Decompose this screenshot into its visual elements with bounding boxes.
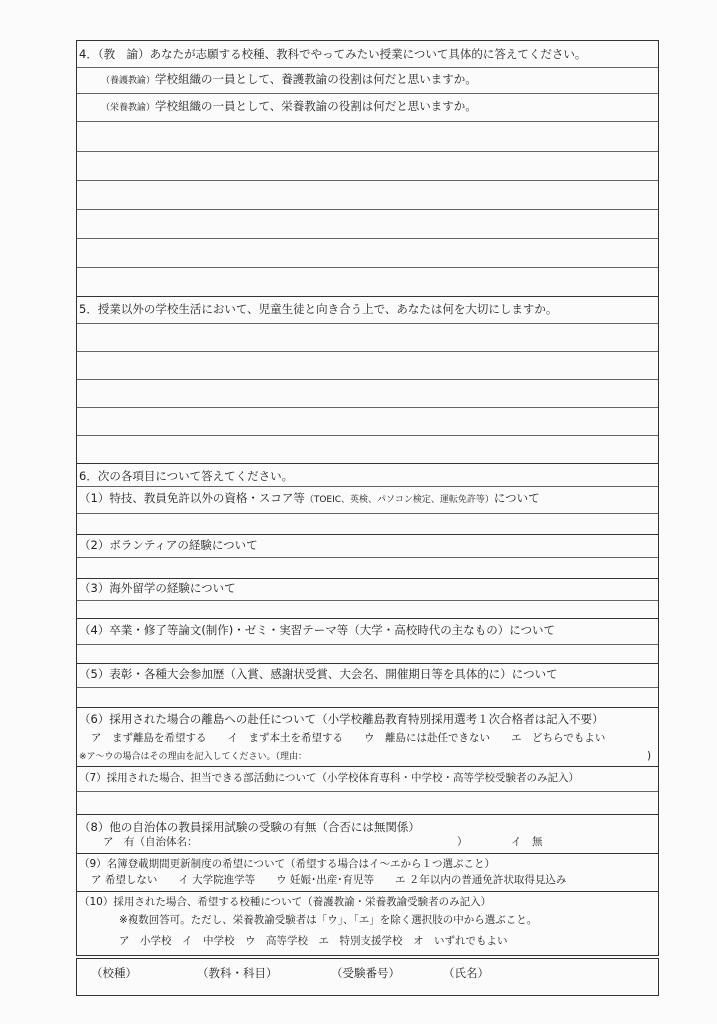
answer-line[interactable] — [77, 791, 658, 792]
item-divider — [77, 618, 658, 619]
item-4: （4）卒業・修了等論文(制作)・ゼミ・実習テーマ等（大学・高校時代の主なもの）について — [79, 623, 556, 637]
answer-line[interactable] — [77, 513, 658, 514]
item-divider — [77, 534, 658, 535]
answer-line[interactable] — [77, 687, 658, 688]
footer-exam-number: （受験番号） — [331, 966, 400, 980]
answer-line[interactable] — [77, 323, 658, 324]
item-10-note: ※複数回答可。ただし、栄養教諭受験者は「ウ」、「エ」を除く選択肢の中から選ぶこと。 — [119, 914, 538, 926]
footer-school-type: （校種） — [91, 966, 137, 980]
item-9-options[interactable]: ア 希望しない イ 大学院進学等 ウ 妊娠･出産･育児等 エ ２年以内の普通免許状取得見込み — [91, 874, 567, 886]
answer-line[interactable] — [77, 379, 658, 380]
rule — [77, 93, 658, 94]
item-divider — [77, 853, 658, 854]
answer-line[interactable] — [77, 644, 658, 645]
item-6-title: （6）採用された場合の離島への赴任について（小学校離島教育特別採用選考１次合格者は記入不要） — [79, 712, 604, 726]
item-divider — [77, 814, 658, 815]
item-8-title: （8）他の自治体の教員採用試験の受験の有無（合否には無関係） — [79, 820, 420, 834]
item-2: （2）ボランティアの経験について — [79, 538, 258, 552]
answer-line[interactable] — [77, 600, 658, 601]
item-1-label: （1）特技、教員免許以外の資格・スコア等 — [79, 491, 305, 505]
yogo-text: 学校組織の一員として、養護教諭の役割は何だと思いますか。 — [155, 72, 477, 86]
question-5: 5．授業以外の学校生活において、児童生徒と向き合う上で、あなたは何を大切にしますか。 — [79, 302, 558, 316]
eiyo-tag: （栄養教諭） — [101, 103, 156, 113]
question-4-yogo — [101, 72, 477, 88]
item-6-close: ) — [647, 750, 652, 762]
item-10-options[interactable]: ア 小学校 イ 中学校 ウ 高等学校 エ 特別支援学校 オ いずれでもよい — [119, 935, 508, 947]
answer-sheet — [76, 40, 659, 956]
section-divider — [77, 296, 658, 297]
yogo-tag: （養護教諭） — [101, 76, 156, 86]
answer-line[interactable] — [77, 238, 658, 239]
item-8-option-yes[interactable]: ア 有（自治体名： — [103, 836, 198, 848]
item-7: （7）採用された場合、担当できる部活動について（小学校体育専科・中学校・高等学校受験者のみ記入） — [79, 772, 579, 784]
item-6-options[interactable]: ア まず離島を希望する イ まず本土を希望する ウ 離島には赴任できない エ どちらでもよい — [91, 732, 606, 744]
question-4: 4．（教 諭）あなたが志願する校種、教科でやってみたい授業について具体的に答えてください。 — [79, 47, 587, 61]
eiyo-text: 学校組織の一員として、栄養教諭の役割は何だと思いますか。 — [155, 99, 477, 113]
item-8-option-no[interactable]: イ 無 — [511, 836, 543, 848]
item-8-close: ） — [457, 836, 468, 848]
item-10-title: （10）採用された場合、希望する校種について（養護教諭・栄養教諭受験者のみ記入） — [79, 896, 492, 908]
answer-line[interactable] — [77, 151, 658, 152]
answer-line[interactable] — [77, 407, 658, 408]
item-6-note: ※ア～ウの場合はその理由を記入してください。（理由： — [79, 752, 308, 762]
item-5: （5）表彰・各種大会参加歴（入賞、感謝状受賞、大会名、開催期日等を具体的に）について — [79, 667, 558, 681]
item-9-title: （9）名簿登載期間更新制度の希望について（希望する場合はイ～エから１つ選ぶこと） — [79, 858, 495, 870]
answer-line[interactable] — [77, 435, 658, 436]
section-divider — [77, 463, 658, 464]
footer-info-box — [76, 958, 659, 996]
answer-line[interactable] — [77, 351, 658, 352]
item-divider — [77, 891, 658, 892]
item-1-examples: （TOEIC、英検、パソコン検定、運転免許等） — [304, 495, 494, 505]
item-divider — [77, 707, 658, 708]
item-divider — [77, 766, 658, 767]
footer-name: （氏名） — [443, 966, 489, 980]
rule — [77, 486, 658, 487]
answer-line[interactable] — [77, 267, 658, 268]
footer-subject: （教科・科目） — [197, 966, 278, 980]
answer-line[interactable] — [77, 180, 658, 181]
question-4-eiyo — [101, 99, 477, 115]
item-divider — [77, 663, 658, 664]
answer-line[interactable] — [77, 121, 658, 122]
item-3: （3）海外留学の経験について — [79, 581, 236, 595]
item-1-tail: について — [493, 491, 540, 505]
question-6: 6．次の各項目について答えてください。 — [79, 469, 294, 483]
answer-line[interactable] — [77, 209, 658, 210]
item-1 — [79, 491, 540, 507]
answer-line[interactable] — [77, 557, 658, 558]
rule — [77, 67, 658, 68]
item-divider — [77, 578, 658, 579]
